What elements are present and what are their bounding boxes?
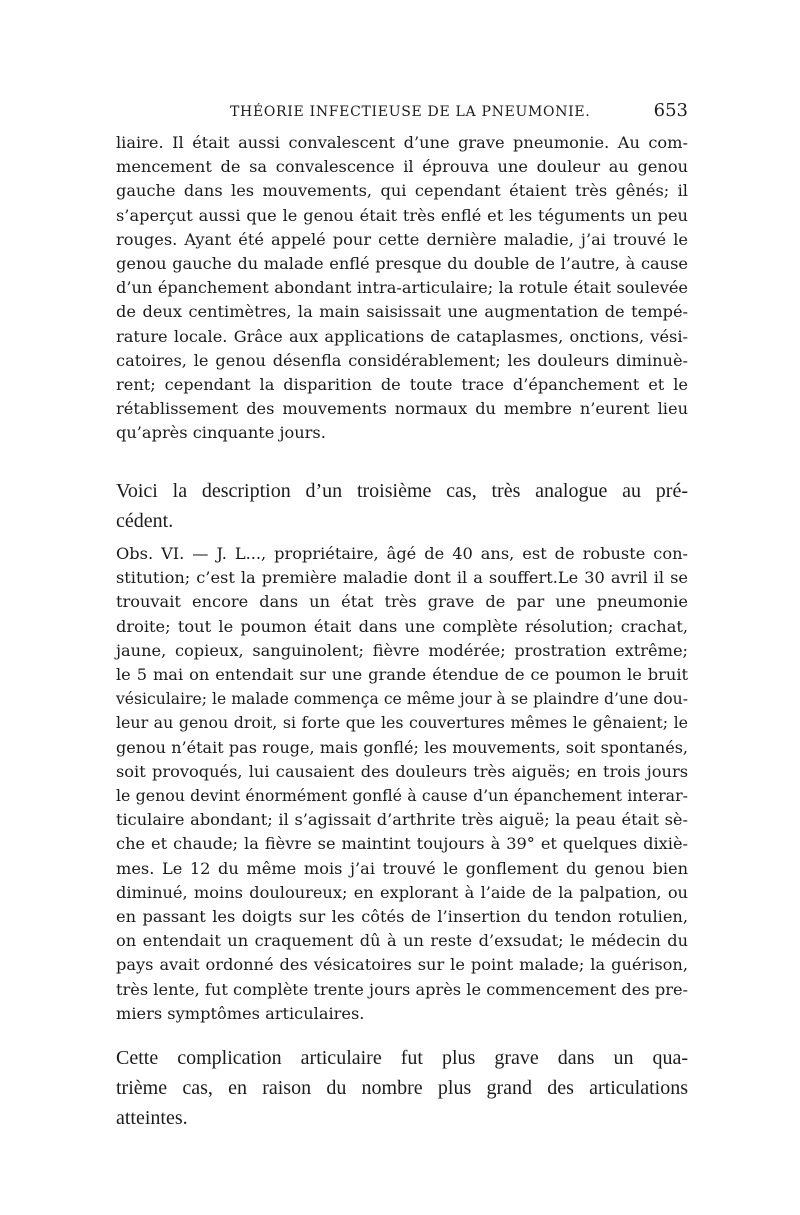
- text-line: gauche dans les mouvements, qui cependant étaient très gênés; il: [116, 181, 688, 201]
- text-line: rouges. Ayant été appelé pour cette dernière maladie, j’ai trouvé le: [116, 229, 688, 249]
- text-line: droite; tout le poumon était dans une complète résolution; crachat,: [116, 616, 688, 636]
- text-line: de deux centimètres, la main saisissait une augmentation de tempé-: [116, 302, 688, 322]
- text-line: en passant les doigts sur les côtés de l’insertion du tendon rotulien,: [116, 907, 688, 927]
- text-line: Voici la description d’un troisième cas, très analogue au pré-: [116, 480, 688, 502]
- text-line: trième cas, en raison du nombre plus grand des articulations: [116, 1077, 688, 1099]
- text-line: Cette complication articulaire fut plus grave dans un qua-: [116, 1047, 688, 1069]
- paragraph-case-continuation: [116, 131, 688, 446]
- text-line: Obs. VI. — J. L..., propriétaire, âgé de 40 ans, est de robuste con-: [116, 544, 688, 563]
- text-line: mes. Le 12 du même mois j’ai trouvé le gonflement du genou bien: [116, 858, 688, 878]
- text-line: soit provoqués, lui causaient des douleurs très aiguës; en trois jours: [116, 761, 688, 781]
- text-line: miers symptômes articulaires.: [116, 1003, 365, 1023]
- text-line: leur au genou droit, si forte que les couvertures mêmes le gênaient; le: [116, 713, 688, 733]
- text-line: cédent.: [116, 510, 174, 532]
- text-line: qu’après cinquante jours.: [116, 423, 326, 443]
- page-number: 653: [653, 100, 688, 121]
- text-line: genou n’était pas rouge, mais gonflé; les mouvements, soit spontanés,: [116, 737, 688, 757]
- text-line: atteintes.: [116, 1107, 188, 1129]
- text-line: liaire. Il était aussi convalescent d’une grave pneumonie. Au com-: [116, 133, 688, 152]
- text-line: le genou devint énormément gonflé à cause d’un épanchement interar-: [116, 786, 688, 806]
- running-head: [116, 100, 688, 125]
- paragraph-third-case-intro: [116, 476, 688, 536]
- text-line: rent; cependant la disparition de toute trace d’épanchement et le: [116, 375, 688, 395]
- text-line: vésiculaire; le malade commença ce même jour à se plaindre d’une dou-: [116, 690, 688, 709]
- text-line: che et chaude; la fièvre se maintint toujours à 39° et quelques dixiè-: [116, 834, 688, 854]
- text-line: d’un épanchement abondant intra-articulaire; la rotule était soulevée: [116, 278, 688, 298]
- text-line: on entendait un craquement dû à un reste d’exsudat; le médecin du: [116, 931, 688, 951]
- text-line: mencement de sa convalescence il éprouva une douleur au genou: [116, 157, 688, 177]
- text-line: rature locale. Grâce aux applications de cataplasmes, onctions, vési-: [116, 326, 688, 346]
- text-line: catoires, le genou désenfla considérablement; les douleurs diminuè-: [116, 350, 688, 370]
- text-line: rétablissement des mouvements normaux du membre n’eurent lieu: [116, 399, 688, 419]
- text-line: trouvait encore dans un état très grave de par une pneumonie: [116, 592, 688, 612]
- text-line: jaune, copieux, sanguinolent; fièvre modérée; prostration extrême;: [116, 640, 688, 660]
- text-line: très lente, fut complète trente jours après le commencement des pre-: [116, 979, 688, 999]
- text-line: ticulaire abondant; il s’agissait d’arthrite très aiguë; la peau était sè-: [116, 810, 688, 830]
- text-line: diminué, moins douloureux; en explorant à l’aide de la palpation, ou: [116, 882, 688, 902]
- paragraph-observation-vi: [116, 542, 688, 1026]
- text-line: stitution; c’est la première maladie dont il a souffert.Le 30 avril il se: [116, 568, 688, 588]
- text-line: s’aperçut aussi que le genou était très enflé et les téguments un peu: [116, 205, 688, 225]
- running-title: THÉORIE INFECTIEUSE DE LA PNEUMONIE.: [230, 104, 591, 120]
- text-line: pays avait ordonné des vésicatoires sur le point malade; la guérison,: [116, 955, 688, 975]
- paragraph-fourth-case-intro: [116, 1043, 688, 1133]
- text-line: genou gauche du malade enflé presque du double de l’autre, à cause: [116, 254, 688, 274]
- text-line: le 5 mai on entendait sur une grande étendue de ce poumon le bruit: [116, 665, 688, 685]
